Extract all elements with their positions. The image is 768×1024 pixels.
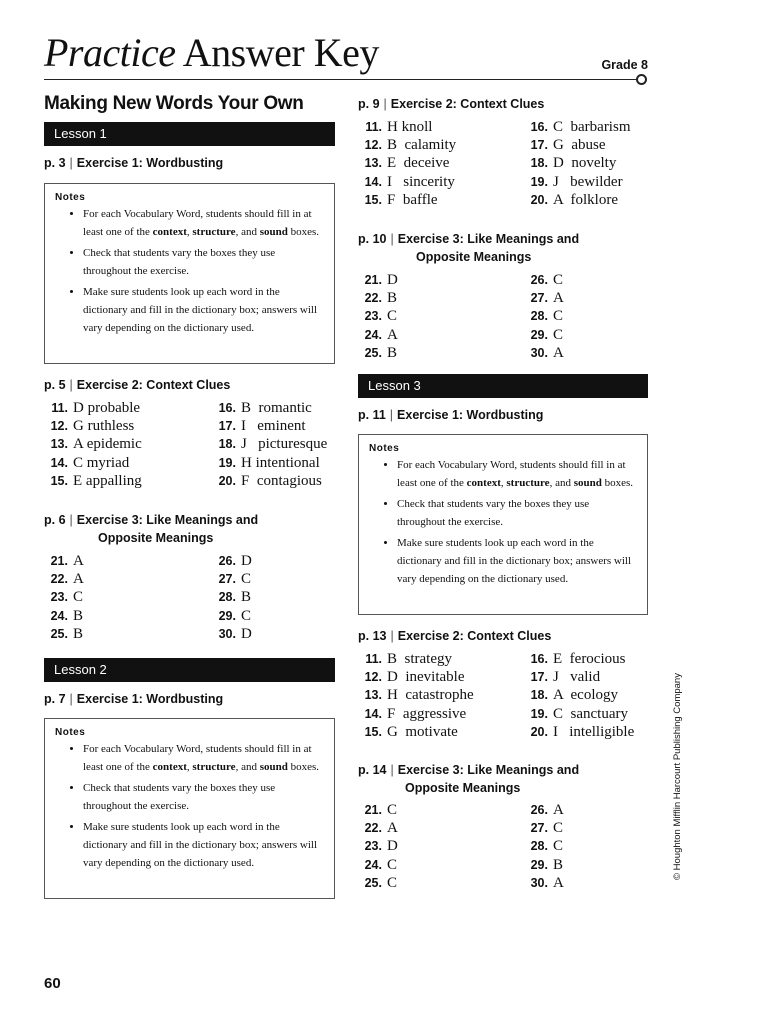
item-number: 24.: [364, 327, 382, 342]
notes-list: [369, 456, 637, 588]
item-number: 11.: [365, 120, 382, 134]
answer-row: [356, 118, 646, 136]
answer-text: C: [553, 326, 564, 343]
item-number: 29.: [530, 857, 548, 872]
note-bold: sound: [259, 761, 288, 773]
answer-row: [356, 344, 646, 362]
answer-text: D: [241, 625, 252, 642]
lesson-3-label: Lesson 3: [368, 378, 421, 393]
item-number: 20.: [530, 192, 548, 207]
item-number: 22.: [364, 291, 382, 306]
answer-row: [356, 154, 646, 172]
answer-text: C sanctuary: [553, 705, 628, 722]
answer-text: B calamity: [387, 137, 457, 154]
answer-row: [42, 625, 332, 643]
answer-text: C: [553, 272, 564, 288]
answer-col2: [210, 607, 251, 625]
exercise-heading: p. 7 | Exercise 1: Wordbusting: [44, 692, 224, 706]
answer-row: [356, 837, 646, 855]
item-number: 13.: [364, 688, 382, 703]
note-text: For each Vocabulary Word, students should fill in at least one of the: [83, 208, 312, 238]
page-title: [44, 30, 379, 76]
item-number: 25.: [364, 875, 382, 890]
item-number: 24.: [364, 857, 382, 872]
exercise-heading: p. 14 | Exercise 3: Like Meanings and Opposite Meanings: [358, 763, 580, 795]
answer-row: [356, 191, 646, 209]
notes-title: Notes: [369, 443, 400, 454]
answer-col2: [522, 191, 618, 209]
page-ref: p. 10: [358, 232, 387, 246]
answer-text: E appalling: [73, 472, 142, 489]
answer-text: D probable: [73, 400, 141, 416]
answer-col2: [210, 399, 312, 417]
page-title-italic: Practice: [44, 30, 176, 75]
answer-row: [356, 173, 646, 191]
answer-text: I sincerity: [387, 173, 455, 190]
answer-text: A: [553, 344, 564, 361]
answer-text: B: [387, 344, 398, 361]
answer-text: B: [387, 290, 398, 307]
item-number: 14.: [364, 174, 382, 189]
answer-col2: [522, 173, 623, 191]
answer-text: C: [241, 571, 252, 588]
exercise-title: Exercise 2: Context Clues: [76, 378, 231, 392]
item-number: 26.: [218, 554, 236, 568]
page-ref: p. 9: [358, 97, 380, 111]
answer-row: [356, 856, 646, 874]
note-bold: structure: [506, 477, 550, 489]
item-number: 16.: [530, 120, 548, 134]
page-ref: p. 7: [44, 692, 66, 706]
item-number: 13.: [50, 437, 68, 452]
item-number: 21.: [364, 803, 382, 817]
note-bold: structure: [192, 226, 236, 238]
item-number: 22.: [50, 572, 68, 587]
exercise-title: Exercise 2: Context Clues: [390, 97, 545, 111]
item-number: 30.: [218, 626, 236, 641]
answer-col2: [522, 668, 600, 686]
answer-text: J picturesque: [241, 436, 328, 453]
item-number: 17.: [530, 138, 548, 153]
answer-row: [42, 607, 332, 625]
answer-row: [356, 801, 646, 819]
answer-text: B: [73, 625, 84, 642]
answer-text: H intentional: [241, 454, 320, 471]
note-text: ,: [186, 226, 193, 238]
answer-row: [356, 307, 646, 325]
answer-text: A: [553, 874, 564, 891]
exercise-title: Exercise 3: Like Meanings and: [76, 513, 259, 527]
item-number: 26.: [530, 803, 548, 817]
note-item: • Make sure students look up each word in the dictionary and fill in the dictionary box; answers will vary depending on the dictionary used.: [397, 534, 637, 588]
answer-col2: [522, 856, 563, 874]
exercise-title: Exercise 1: Wordbusting: [76, 156, 224, 170]
item-number: 14.: [50, 455, 68, 470]
answer-row: [42, 472, 332, 490]
note-text: For each Vocabulary Word, students should fill in at least one of the: [83, 743, 312, 773]
note-text: For each Vocabulary Word, students should fill in at least one of the: [397, 459, 626, 489]
item-number: 23.: [50, 590, 68, 605]
item-number: 15.: [50, 473, 68, 488]
page-ref: p. 6: [44, 513, 66, 527]
answer-text: C: [73, 589, 84, 606]
answer-text: F contagious: [241, 472, 322, 489]
answer-row: [356, 289, 646, 307]
page-ref: p. 14: [358, 763, 387, 777]
answer-col2: [522, 307, 563, 325]
answer-text: J valid: [553, 669, 601, 686]
exercise-title-line2: Opposite Meanings: [416, 250, 532, 264]
note-bold: context: [466, 477, 501, 489]
answer-text: A: [553, 802, 564, 818]
notes-list: [55, 205, 324, 337]
answer-text: C barbarism: [553, 119, 631, 135]
exercise-heading: p. 5 | Exercise 2: Context Clues: [44, 378, 231, 392]
note-text: , and: [235, 226, 260, 238]
exercise-title-line2: Opposite Meanings: [98, 531, 214, 545]
answer-col2: [522, 723, 634, 741]
answer-col2: [522, 650, 625, 668]
answer-row: [356, 271, 646, 289]
lesson-3-bar: [358, 374, 648, 398]
note-text: ,: [500, 477, 507, 489]
note-text: boxes.: [287, 226, 320, 238]
item-number: 28.: [530, 839, 548, 854]
answer-text: G ruthless: [73, 418, 135, 435]
page-ref: p. 13: [358, 629, 387, 643]
answer-row: [42, 399, 332, 417]
answer-row: [356, 686, 656, 704]
answer-text: C: [241, 607, 252, 624]
page-ref: p. 5: [44, 378, 66, 392]
notes-title: Notes: [55, 727, 86, 738]
answer-text: C: [387, 874, 398, 891]
answer-text: D: [387, 272, 398, 288]
answer-text: F aggressive: [387, 705, 467, 722]
grade-label: Grade 8: [601, 58, 648, 72]
answer-text: E deceive: [387, 155, 450, 172]
item-number: 23.: [364, 309, 382, 324]
answer-col2: [522, 118, 630, 136]
item-number: 19.: [218, 455, 236, 470]
copyright-notice: [672, 660, 686, 880]
copyright-text: © Houghton Mifflin Harcourt Publishing Company: [672, 673, 683, 880]
exercise-title: Exercise 1: Wordbusting: [397, 408, 544, 422]
item-number: 29.: [530, 327, 548, 342]
item-number: 25.: [364, 345, 382, 360]
answer-text: A: [387, 326, 398, 343]
exercise-heading: p. 6 | Exercise 3: Like Meanings and Opposite Meanings: [44, 513, 259, 545]
answer-row: [42, 454, 332, 472]
answer-col2: [522, 154, 616, 172]
exercise-heading: p. 10 | Exercise 3: Like Meanings and Opposite Meanings: [358, 232, 580, 264]
note-item: • Make sure students look up each word in the dictionary and fill in the dictionary box; answers will vary depending on the dictionary used.: [83, 818, 324, 872]
answer-text: D novelty: [553, 155, 617, 172]
item-number: 14.: [364, 706, 382, 721]
answer-list: [356, 801, 646, 892]
answer-text: B strategy: [387, 651, 452, 667]
answer-text: D: [387, 838, 398, 855]
page-title-rest: Answer Key: [182, 30, 379, 75]
answer-col2: [522, 705, 628, 723]
answer-col2: [210, 625, 252, 643]
item-number: 27.: [530, 821, 548, 836]
header-rule: [44, 79, 636, 80]
exercise-heading: p. 3 | Exercise 1: Wordbusting: [44, 156, 224, 170]
note-bold: sound: [573, 477, 602, 489]
note-text: , and: [235, 761, 260, 773]
lesson-2-label: Lesson 2: [54, 662, 107, 677]
item-number: 21.: [364, 273, 382, 287]
answer-col2: [210, 570, 251, 588]
item-number: 26.: [530, 273, 548, 287]
answer-col2: [210, 417, 306, 435]
answer-row: [42, 435, 332, 453]
answer-text: H catastrophe: [387, 687, 474, 704]
answer-text: B: [73, 607, 84, 624]
answer-text: C myriad: [73, 454, 130, 471]
item-number: 17.: [530, 670, 548, 685]
answer-row: [356, 874, 646, 892]
answer-text: C: [387, 856, 398, 873]
answer-col2: [522, 837, 563, 855]
note-text: ,: [186, 761, 193, 773]
lesson-2-bar: [44, 658, 335, 682]
answer-col2: [522, 801, 564, 819]
note-bold: context: [152, 226, 187, 238]
item-number: 18.: [530, 688, 548, 703]
note-item: • Check that students vary the boxes they use throughout the exercise.: [83, 244, 324, 280]
answer-text: I eminent: [241, 418, 306, 435]
note-text: boxes.: [287, 761, 320, 773]
answer-text: A: [73, 553, 84, 569]
answer-text: D: [241, 553, 252, 569]
answer-row: [356, 668, 656, 686]
page-ref: p. 3: [44, 156, 66, 170]
item-number: 16.: [530, 652, 548, 666]
answer-row: [356, 650, 656, 668]
item-number: 23.: [364, 839, 382, 854]
exercise-title: Exercise 3: Like Meanings and: [397, 763, 580, 777]
item-number: 17.: [218, 419, 236, 434]
answer-col2: [522, 271, 563, 289]
exercise-heading: p. 11 | Exercise 1: Wordbusting: [358, 408, 544, 422]
item-number: 20.: [218, 473, 236, 488]
item-number: 21.: [50, 554, 68, 568]
answer-row: [42, 588, 332, 606]
item-number: 13.: [364, 156, 382, 171]
item-number: 28.: [218, 590, 236, 605]
note-item: [83, 205, 324, 241]
answer-col2: [210, 454, 320, 472]
answer-col2: [522, 686, 618, 704]
answer-row: [42, 570, 332, 588]
page-number: 60: [44, 975, 61, 992]
item-number: 22.: [364, 821, 382, 836]
answer-col2: [522, 136, 606, 154]
exercise-title: Exercise 2: Context Clues: [397, 629, 552, 643]
item-number: 30.: [530, 345, 548, 360]
answer-row: [42, 417, 332, 435]
answer-text: A folklore: [553, 191, 618, 208]
item-number: 24.: [50, 608, 68, 623]
answer-row: [356, 326, 646, 344]
item-number: 12.: [364, 670, 382, 685]
lesson-1-bar: [44, 122, 335, 146]
item-number: 25.: [50, 626, 68, 641]
answer-text: A: [73, 571, 84, 588]
answer-text: C: [387, 308, 398, 325]
section-subtitle: Making New Words Your Own: [44, 93, 304, 114]
answer-text: H knoll: [387, 119, 433, 135]
notes-box: [358, 434, 648, 615]
answer-text: G motivate: [387, 723, 458, 740]
notes-list: [55, 740, 324, 872]
exercise-title: Exercise 3: Like Meanings and: [397, 232, 580, 246]
item-number: 11.: [51, 401, 68, 415]
item-number: 19.: [530, 174, 548, 189]
answer-text: A: [553, 290, 564, 307]
answer-text: F baffle: [387, 191, 438, 208]
item-number: 15.: [364, 192, 382, 207]
answer-text: C: [553, 838, 564, 855]
answer-row: [356, 705, 656, 723]
answer-row: [42, 552, 332, 570]
answer-text: B: [241, 589, 252, 606]
note-item: • Make sure students look up each word in the dictionary and fill in the dictionary box; answers will vary depending on the dictionary used.: [83, 283, 324, 337]
item-number: 27.: [530, 291, 548, 306]
answer-text: C: [387, 802, 398, 818]
answer-col2: [522, 289, 564, 307]
item-number: 30.: [530, 875, 548, 890]
header-rule-dot: [636, 74, 647, 85]
item-number: 19.: [530, 706, 548, 721]
answer-col2: [210, 435, 327, 453]
answer-col2: [210, 588, 251, 606]
item-number: 18.: [218, 437, 236, 452]
note-item: • Check that students vary the boxes they use throughout the exercise.: [397, 495, 637, 531]
item-number: 11.: [365, 652, 382, 666]
answer-row: [356, 819, 646, 837]
answer-col2: [210, 472, 322, 490]
answer-list: [356, 118, 646, 209]
item-number: 12.: [50, 419, 68, 434]
notes-box: [44, 183, 335, 364]
answer-text: E ferocious: [553, 651, 626, 667]
exercise-title: Exercise 1: Wordbusting: [76, 692, 224, 706]
answer-col2: [522, 874, 564, 892]
answer-text: A: [387, 820, 398, 837]
answer-text: G abuse: [553, 137, 606, 154]
answer-list: [42, 399, 332, 490]
note-bold: context: [152, 761, 187, 773]
answer-row: [356, 723, 656, 741]
exercise-heading: p. 13 | Exercise 2: Context Clues: [358, 629, 552, 643]
answer-list: [42, 552, 332, 643]
exercise-heading: p. 9 | Exercise 2: Context Clues: [358, 97, 545, 111]
note-bold: sound: [259, 226, 288, 238]
notes-box: [44, 718, 335, 899]
answer-text: C: [553, 308, 564, 325]
answer-row: [356, 136, 646, 154]
answer-text: I intelligible: [553, 723, 635, 740]
answer-list: [356, 271, 646, 362]
note-text: boxes.: [601, 477, 634, 489]
answer-text: B romantic: [241, 400, 312, 416]
item-number: 18.: [530, 156, 548, 171]
answer-text: A ecology: [553, 687, 618, 704]
note-item: [83, 740, 324, 776]
answer-list: [356, 650, 656, 741]
answer-text: D inevitable: [387, 669, 465, 686]
item-number: 12.: [364, 138, 382, 153]
answer-col2: [522, 326, 563, 344]
item-number: 15.: [364, 724, 382, 739]
answer-text: J bewilder: [553, 173, 623, 190]
page-ref: p. 11: [358, 408, 386, 422]
lesson-1-label: Lesson 1: [54, 126, 107, 141]
item-number: 20.: [530, 724, 548, 739]
answer-text: B: [553, 856, 564, 873]
answer-col2: [210, 552, 252, 570]
answer-text: C: [553, 820, 564, 837]
note-text: , and: [549, 477, 574, 489]
answer-col2: [522, 819, 563, 837]
note-bold: structure: [192, 761, 236, 773]
item-number: 29.: [218, 608, 236, 623]
item-number: 27.: [218, 572, 236, 587]
exercise-title-line2: Opposite Meanings: [405, 781, 521, 795]
notes-title: Notes: [55, 192, 86, 203]
answer-col2: [522, 344, 564, 362]
note-item: • Check that students vary the boxes they use throughout the exercise.: [83, 779, 324, 815]
answer-text: A epidemic: [73, 436, 142, 453]
item-number: 16.: [218, 401, 236, 415]
note-item: [397, 456, 637, 492]
item-number: 28.: [530, 309, 548, 324]
